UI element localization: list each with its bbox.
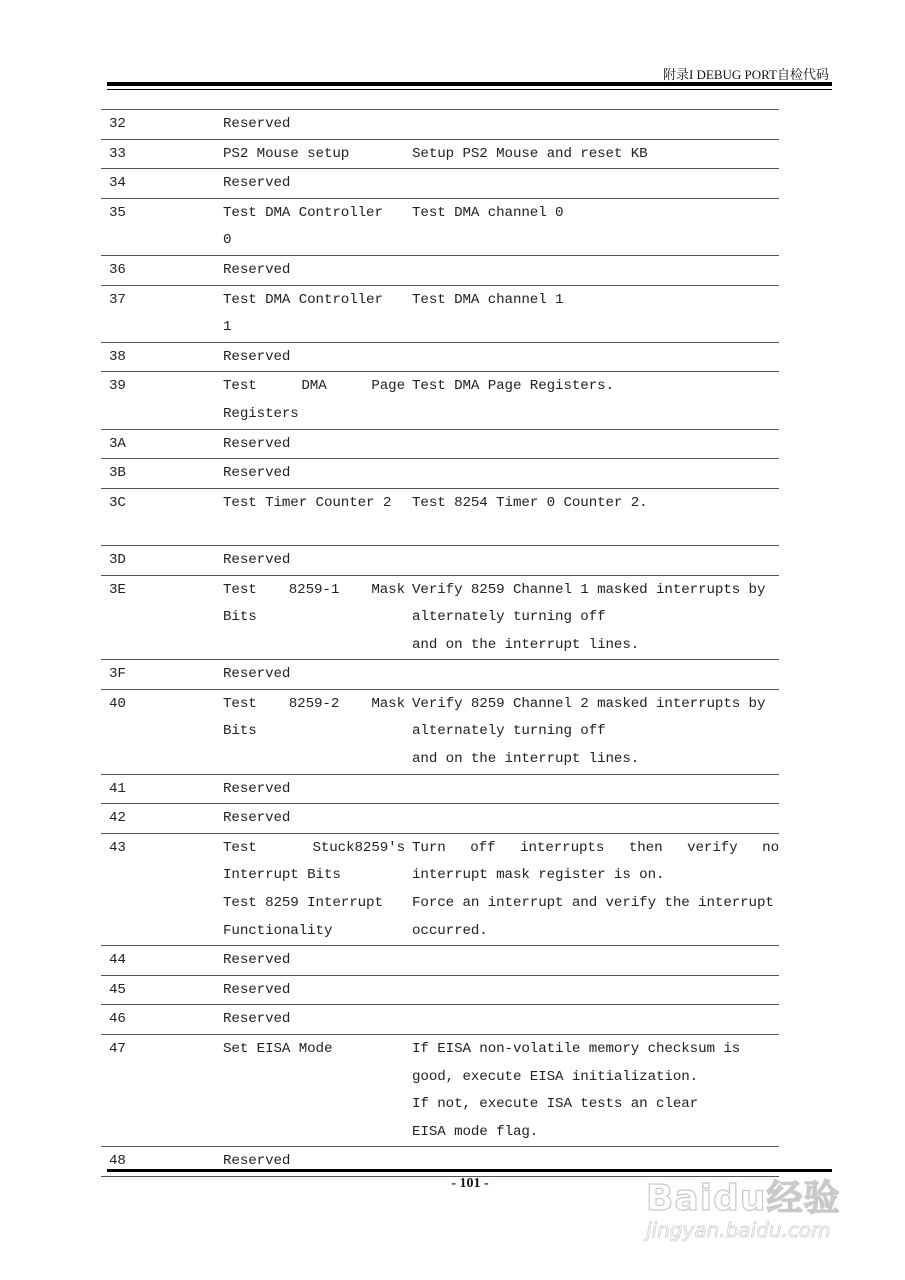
table-row	[101, 689, 779, 774]
code-cell: 43	[101, 833, 217, 945]
table-row	[101, 774, 779, 804]
watermark-url: jingyan.baidu.com	[646, 1218, 831, 1242]
description-cell	[405, 110, 779, 140]
description-cell	[405, 774, 779, 804]
table-row	[101, 110, 779, 140]
table-row	[101, 545, 779, 575]
table-row	[101, 255, 779, 285]
table-row	[101, 833, 779, 945]
description-cell	[405, 660, 779, 690]
description-cell	[405, 1005, 779, 1035]
table-row	[101, 1035, 779, 1147]
item-name-cell: Reserved	[217, 975, 405, 1005]
description-cell: Turn off interrupts then verify no interrupt mask register is on. Force an interrupt and verify the interrupt occurred.	[405, 833, 779, 945]
code-cell: 3F	[101, 660, 217, 690]
item-name-cell: Reserved	[217, 429, 405, 459]
code-cell: 32	[101, 110, 217, 140]
description-cell	[405, 804, 779, 834]
item-name-cell: Test 8259-2 Mask Bits	[217, 689, 405, 774]
description-cell: Verify 8259 Channel 1 masked interrupts by alternately turning off and on the interrupt lines.	[405, 575, 779, 660]
code-cell: 39	[101, 372, 217, 429]
item-name-cell: Test Stuck8259's Interrupt Bits Test 8259 Interrupt Functionality	[217, 833, 405, 945]
item-name-cell: Set EISA Mode	[217, 1035, 405, 1147]
item-name-cell: Reserved	[217, 946, 405, 976]
table-row	[101, 946, 779, 976]
item-name-cell: Reserved	[217, 1005, 405, 1035]
code-cell: 3D	[101, 545, 217, 575]
item-name-cell: Reserved	[217, 459, 405, 489]
item-name-cell: Reserved	[217, 774, 405, 804]
running-header-title: 附录I DEBUG PORT自检代码	[662, 67, 829, 82]
description-cell	[405, 459, 779, 489]
code-cell: 3B	[101, 459, 217, 489]
code-cell: 3C	[101, 488, 217, 545]
table-row	[101, 285, 779, 342]
page-number: - 101 -	[451, 1176, 489, 1191]
description-cell: Test DMA Page Registers.	[405, 372, 779, 429]
description-cell	[405, 946, 779, 976]
item-name-cell: Reserved	[217, 255, 405, 285]
code-cell: 45	[101, 975, 217, 1005]
item-name-cell: Reserved	[217, 804, 405, 834]
item-name-cell: Reserved	[217, 342, 405, 372]
table-row	[101, 198, 779, 255]
item-name-cell: Reserved	[217, 110, 405, 140]
code-cell: 36	[101, 255, 217, 285]
code-cell: 48	[101, 1147, 217, 1177]
description-cell	[405, 975, 779, 1005]
description-cell	[405, 255, 779, 285]
code-cell: 47	[101, 1035, 217, 1147]
table-row	[101, 575, 779, 660]
table-row	[101, 372, 779, 429]
item-name-cell: PS2 Mouse setup	[217, 139, 405, 169]
item-name-cell: Reserved	[217, 1147, 405, 1177]
description-cell	[405, 169, 779, 199]
item-name-cell: Test 8259-1 Mask Bits	[217, 575, 405, 660]
description-cell	[405, 545, 779, 575]
code-cell: 34	[101, 169, 217, 199]
code-cell: 42	[101, 804, 217, 834]
watermark	[640, 1140, 860, 1250]
code-cell: 3A	[101, 429, 217, 459]
table-row	[101, 804, 779, 834]
code-cell: 41	[101, 774, 217, 804]
table-row	[101, 429, 779, 459]
code-cell: 46	[101, 1005, 217, 1035]
code-cell: 38	[101, 342, 217, 372]
table-row	[101, 660, 779, 690]
item-name-cell: Reserved	[217, 660, 405, 690]
description-cell: Test DMA channel 1	[405, 285, 779, 342]
item-name-cell: Test DMA Controller 0	[217, 198, 405, 255]
table-row	[101, 139, 779, 169]
table-row	[101, 1005, 779, 1035]
item-name-cell: Reserved	[217, 169, 405, 199]
item-name-cell: Test DMA Page Registers	[217, 372, 405, 429]
header-rule-thick	[107, 82, 832, 86]
description-cell	[405, 429, 779, 459]
item-name-cell: Reserved	[217, 545, 405, 575]
description-cell	[405, 342, 779, 372]
code-cell: 33	[101, 139, 217, 169]
item-name-cell: Test Timer Counter 2	[217, 488, 405, 545]
table-row	[101, 169, 779, 199]
table-row	[101, 342, 779, 372]
code-cell: 3E	[101, 575, 217, 660]
header-rule-thin	[107, 89, 832, 90]
description-cell: Setup PS2 Mouse and reset KB	[405, 139, 779, 169]
table-row	[101, 459, 779, 489]
code-cell: 40	[101, 689, 217, 774]
description-cell: Test 8254 Timer 0 Counter 2.	[405, 488, 779, 545]
table-row	[101, 488, 779, 545]
debug-code-table	[101, 109, 779, 1177]
watermark-logo: Baidu经验	[646, 1178, 841, 1219]
description-cell: If EISA non-volatile memory checksum is good, execute EISA initialization. If not, execute ISA tests an clear EISA mode flag.	[405, 1035, 779, 1147]
description-cell: Verify 8259 Channel 2 masked interrupts by alternately turning off and on the interrupt lines.	[405, 689, 779, 774]
item-name-cell: Test DMA Controller 1	[217, 285, 405, 342]
table-row	[101, 975, 779, 1005]
code-cell: 44	[101, 946, 217, 976]
code-cell: 37	[101, 285, 217, 342]
code-cell: 35	[101, 198, 217, 255]
description-cell: Test DMA channel 0	[405, 198, 779, 255]
